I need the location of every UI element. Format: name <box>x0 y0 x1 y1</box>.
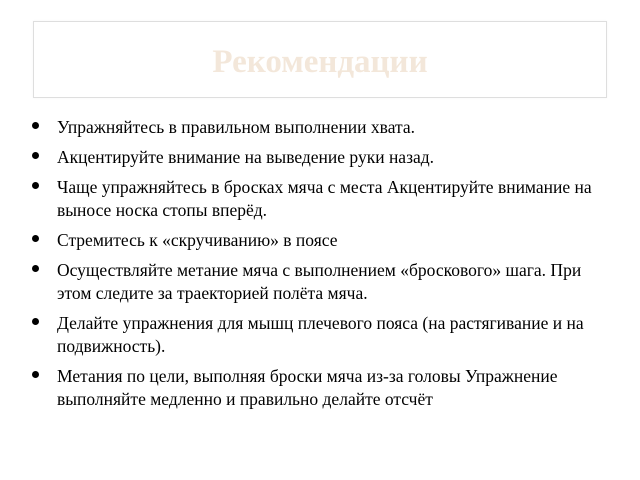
bullet-text: Чаще упражняйтесь в бросках мяча с места Акцентируйте внимание на выносе носка стопы вперёд. <box>57 177 592 220</box>
bullet-dot-icon <box>32 152 39 159</box>
title-placeholder <box>33 21 607 98</box>
bullet-text: Делайте упражнения для мышц плечевого пояса (на растягивание и на подвижность). <box>57 313 584 356</box>
bullet-dot-icon <box>32 235 39 242</box>
bullet-item <box>30 229 610 252</box>
bullet-text: Упражняйтесь в правильном выполнении хвата. <box>57 117 416 137</box>
bullet-dot-icon <box>32 182 39 189</box>
bullet-list <box>30 116 610 418</box>
bullet-dot-icon <box>32 122 39 129</box>
bullet-dot-icon <box>32 371 39 378</box>
bullet-item <box>30 259 610 305</box>
bullet-dot-icon <box>32 265 39 272</box>
bullet-text: Метания по цели, выполняя броски мяча из-за головы Упражнение выполняйте медленно и правильно делайте отсчёт <box>57 366 558 409</box>
bullet-item <box>30 312 610 358</box>
bullet-item <box>30 116 610 139</box>
bullet-item <box>30 146 610 169</box>
bullet-item <box>30 176 610 222</box>
bullet-dot-icon <box>32 318 39 325</box>
bullet-text: Акцентируйте внимание на выведение руки назад. <box>57 147 435 167</box>
bullet-text: Осуществляйте метание мяча с выполнением «броскового» шага. При этом следите за траекторией полёта мяча. <box>57 260 582 303</box>
bullet-item <box>30 365 610 411</box>
bullet-text: Стремитесь к «скручиванию» в поясе <box>57 230 338 250</box>
slide-title: Рекомендации <box>212 44 428 80</box>
